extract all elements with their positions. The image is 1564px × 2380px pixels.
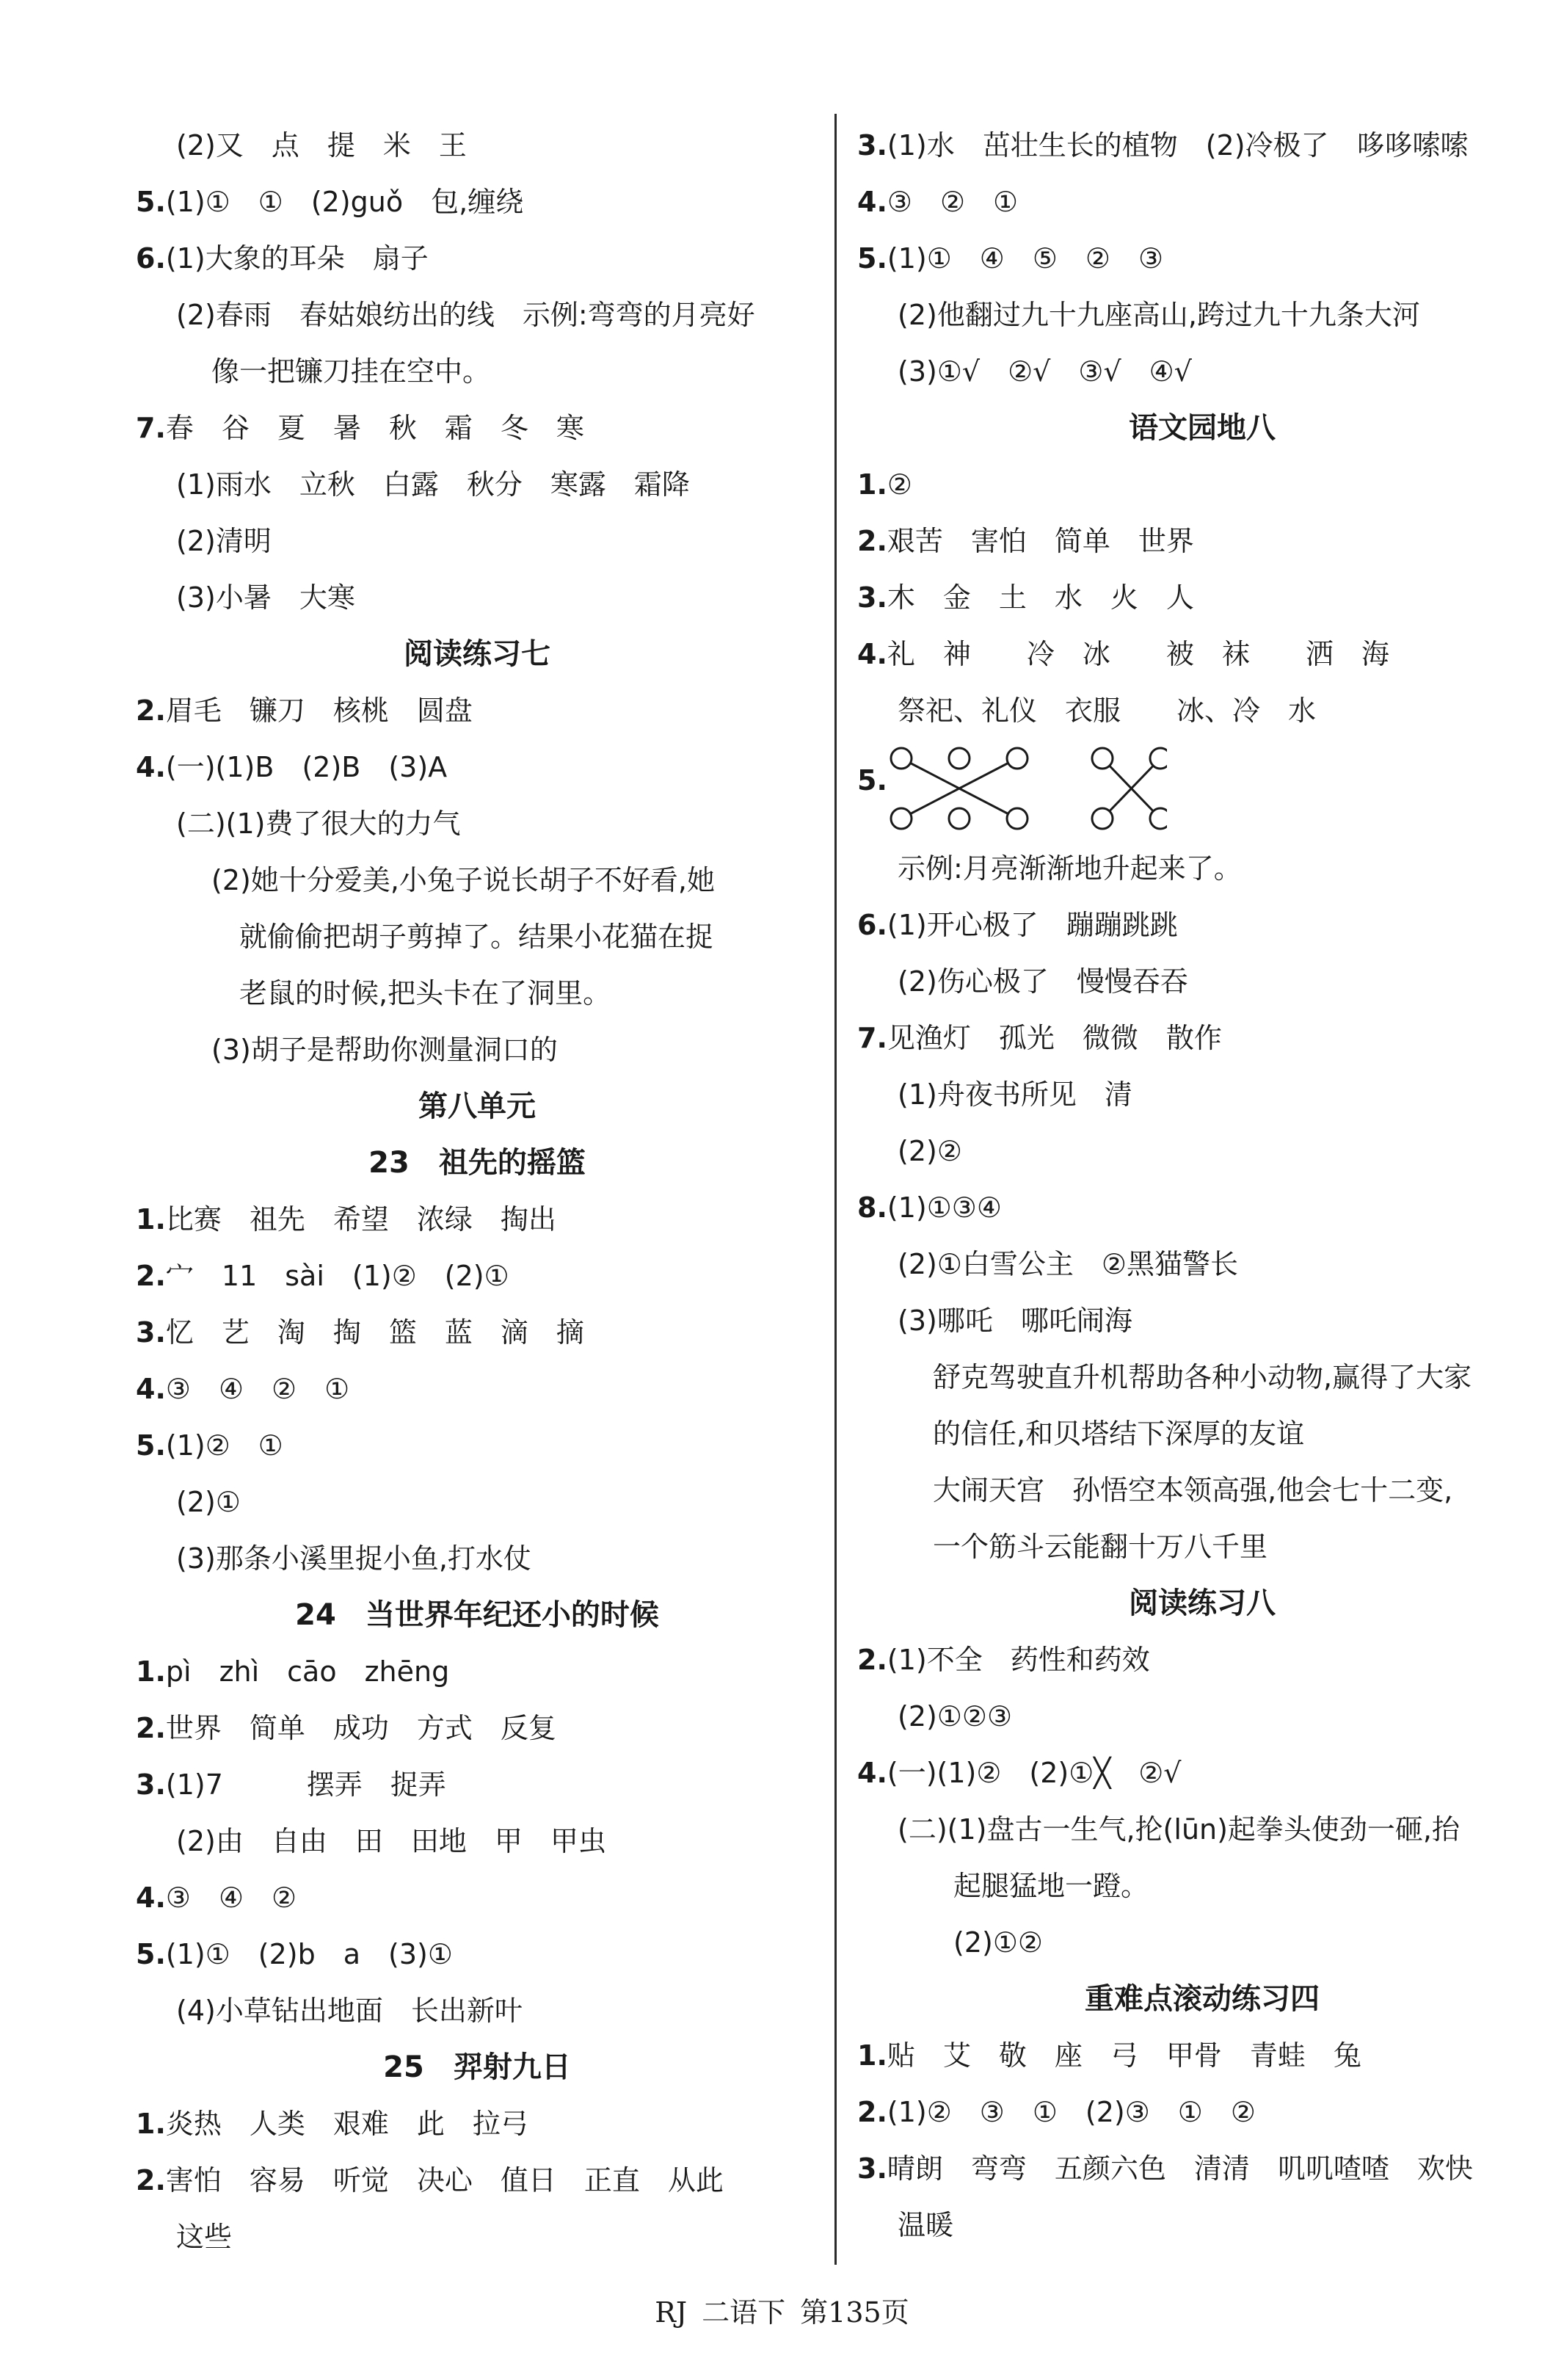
answer-text: (1)② ③ ① (2)③ ① ②: [887, 2096, 1256, 2128]
answer-text: (2)春雨 春姑娘纺出的线 示例:弯弯的月亮好: [176, 299, 755, 331]
answer-text: (一)(1)B (2)B (3)A: [165, 751, 448, 783]
answer-text: (2)②: [898, 1135, 962, 1167]
answer-line: [857, 1349, 1547, 1406]
question-number: 2.: [857, 1644, 887, 1676]
answer-line: [857, 570, 1547, 626]
question-number: 3.: [857, 2152, 887, 2185]
matching-circle: [891, 748, 912, 769]
matching-circle: [949, 748, 970, 769]
answer-text: (2)①: [176, 1486, 241, 1518]
answer-line: [136, 117, 818, 174]
answer-text: pì zhì cāo zhēng: [165, 1655, 450, 1688]
question-number: 1.: [857, 468, 887, 501]
answer-line: [136, 852, 818, 909]
answer-text: 木 金 土 水 火 人: [887, 581, 1194, 614]
answer-line: [857, 2028, 1547, 2084]
question-number: 5.: [136, 186, 166, 218]
matching-circle: [1007, 748, 1027, 769]
answer-line: [857, 1123, 1547, 1180]
answer-line: [136, 1531, 818, 1587]
answer-line: [136, 1983, 818, 2039]
answer-text: 眉毛 镰刀 核桃 圆盘: [165, 694, 473, 727]
section-title: 语文园地八: [1129, 411, 1276, 445]
answer-text: (1)①③④: [887, 1191, 1002, 1224]
question-number: 5.: [857, 242, 887, 275]
answer-line: [136, 965, 818, 1022]
question-number: 2.: [136, 1260, 166, 1292]
question-number: 5.: [857, 764, 887, 797]
answer-line: [136, 570, 818, 626]
answer-line: [136, 1757, 818, 1813]
answer-line: [136, 400, 818, 457]
answer-line: [136, 231, 818, 287]
question-number: 6.: [136, 242, 166, 275]
question-number: 3.: [857, 129, 887, 162]
answer-text: (3)①√ ②√ ③√ ④√: [898, 355, 1192, 388]
answer-text: 晴朗 弯弯 五颜六色 清清 叽叽喳喳 欢快: [887, 2152, 1473, 2185]
answer-line: [857, 117, 1547, 174]
answer-line: [136, 1700, 818, 1757]
question-number: 4.: [136, 1373, 166, 1405]
footer-subject: 二语下: [702, 2296, 786, 2329]
question-number: 4.: [857, 638, 887, 670]
answer-line: [136, 1644, 818, 1700]
answer-line: [136, 174, 818, 231]
answer-line: [136, 1813, 818, 1870]
answer-line: [857, 1802, 1547, 1858]
answer-line: [136, 287, 818, 344]
answer-line: [857, 287, 1547, 344]
answer-text: 世界 简单 成功 方式 反复: [165, 1712, 556, 1744]
answer-text: (3)小暑 大寒: [176, 581, 355, 614]
answer-line: [857, 1858, 1547, 1915]
answer-line: [857, 1915, 1547, 1971]
question-number: 1.: [136, 2108, 166, 2140]
question-number: 2.: [136, 2164, 166, 2196]
answer-line: [136, 796, 818, 852]
answer-line: [857, 626, 1547, 683]
answer-text: (1)舟夜书所见 清: [898, 1078, 1132, 1111]
answer-text: ③ ④ ② ①: [165, 1373, 350, 1405]
answer-text: 舒克驾驶直升机帮助各种小动物,赢得了大家: [933, 1361, 1472, 1393]
answer-text: 忆 艺 淘 掏 篮 蓝 滴 摘: [165, 1316, 584, 1349]
answer-text: (1)① ① (2)guǒ 包,缠绕: [165, 186, 524, 218]
answer-text: (4)小草钻出地面 长出新叶: [176, 1995, 523, 2027]
matching-circle: [1092, 808, 1113, 829]
section-title: 第八单元: [418, 1089, 536, 1123]
answer-text: (2)她十分爱美,小兔子说长胡子不好看,她: [211, 864, 715, 896]
answer-text: (3)胡子是帮助你测量洞口的: [211, 1034, 558, 1066]
answer-line: [857, 1010, 1547, 1067]
answer-line: [857, 2084, 1547, 2141]
matching-diagram: [857, 739, 1547, 841]
answer-text: 这些: [176, 2221, 233, 2253]
answer-text: 艰苦 害怕 简单 世界: [887, 525, 1194, 557]
answer-text: (1)开心极了 蹦蹦跳跳: [887, 909, 1178, 941]
answer-text: 大闹天宫 孙悟空本领高强,他会七十二变,: [933, 1474, 1453, 1506]
answer-line: [857, 1632, 1547, 1688]
answer-text: (1)水 茁壮生长的植物 (2)冷极了 哆哆嗦嗦: [887, 129, 1469, 162]
question-number: 8.: [857, 1191, 887, 1224]
answer-text: (1)大象的耳朵 扇子: [165, 242, 429, 275]
answer-text: 见渔灯 孤光 微微 散作: [887, 1022, 1222, 1054]
matching-circle: [1007, 808, 1027, 829]
answer-line: [857, 2141, 1547, 2197]
right-column: [857, 117, 1547, 2254]
answer-line: [857, 1236, 1547, 1293]
answer-line: [136, 1305, 818, 1361]
answer-text: 温暖: [898, 2209, 954, 2241]
answer-text: 示例:月亮渐渐地升起来了。: [898, 852, 1242, 885]
answer-line: [136, 1248, 818, 1305]
answer-text: 炎热 人类 艰难 此 拉弓: [165, 2108, 528, 2140]
section-title: 24 当世界年纪还小的时候: [295, 1598, 659, 1632]
answer-line: [136, 739, 818, 796]
answer-text: (2)伤心极了 慢慢吞吞: [898, 965, 1188, 998]
matching-circle: [1150, 748, 1167, 769]
answer-line: [136, 1361, 818, 1418]
answer-line: [857, 841, 1547, 897]
answer-line: [857, 231, 1547, 287]
question-number: 4.: [136, 1882, 166, 1914]
answer-text: 像一把镰刀挂在空中。: [211, 355, 491, 388]
section-title: 阅读练习七: [404, 637, 550, 671]
answer-line: [857, 513, 1547, 570]
answer-text: 礼 神 冷 冰 被 袜 洒 海: [887, 638, 1389, 670]
matching-circle: [891, 808, 912, 829]
answer-line: [136, 1474, 818, 1531]
question-number: 1.: [136, 1655, 166, 1688]
answer-text: (2)他翻过九十九座高山,跨过九十九条大河: [898, 299, 1420, 331]
answer-text: 一个筋斗云能翻十万八千里: [933, 1531, 1268, 1563]
answer-text: (2)①白雪公主 ②黑猫警长: [898, 1248, 1238, 1280]
answer-text: 贴 艾 敬 座 弓 甲骨 青蛙 兔: [887, 2039, 1361, 2072]
answer-line: [857, 1688, 1547, 1745]
answer-line: [857, 344, 1547, 400]
answer-line: [857, 1406, 1547, 1462]
answer-text: (2)①②: [898, 1926, 1043, 1959]
answer-line: [857, 1462, 1547, 1519]
answer-text: (2)清明: [176, 525, 272, 557]
answer-text: (1)② ①: [165, 1429, 283, 1462]
left-column: [136, 117, 818, 2265]
answer-line: [136, 2096, 818, 2152]
question-number: 4.: [857, 186, 887, 218]
question-number: 7.: [857, 1022, 887, 1054]
answer-line: [136, 513, 818, 570]
answer-line: [136, 909, 818, 965]
answer-text: ②: [887, 468, 912, 501]
question-number: 2.: [857, 2096, 887, 2128]
question-number: 5.: [136, 1938, 166, 1970]
answer-text: 的信任,和贝塔结下深厚的友谊: [933, 1418, 1305, 1450]
answer-line: [136, 683, 818, 739]
question-number: 4.: [136, 751, 166, 783]
answer-line: [136, 457, 818, 513]
answer-text: 害怕 容易 听觉 决心 值日 正直 从此: [165, 2164, 724, 2196]
answer-text: 比赛 祖先 希望 浓绿 掏出: [165, 1203, 556, 1236]
question-number: 6.: [857, 909, 887, 941]
question-number: 2.: [136, 1712, 166, 1744]
answer-text: (一)(1)② (2)①╳ ②√: [887, 1757, 1182, 1789]
answer-line: [857, 457, 1547, 513]
answer-text: (1)① ④ ⑤ ② ③: [887, 242, 1164, 275]
answer-text: (1)7 摆弄 捉弄: [165, 1768, 446, 1801]
page-footer: [0, 2290, 1564, 2334]
answer-text: (3)哪吒 哪吒闹海: [898, 1305, 1132, 1337]
section-title: 重难点滚动练习四: [1085, 1982, 1320, 2016]
answer-text: (1)① (2)b a (3)①: [165, 1938, 453, 1970]
answer-text: (2)由 自由 田 田地 甲 甲虫: [176, 1825, 606, 1857]
section-title: 25 羿射九日: [383, 2050, 571, 2084]
answer-line: [857, 1180, 1547, 1236]
matching-circle: [949, 808, 970, 829]
answer-text: (2)又 点 提 米 王: [176, 129, 467, 162]
footer-code: RJ: [655, 2296, 688, 2329]
matching-lines-figure: [888, 745, 1167, 833]
answer-text: 就偷偷把胡子剪掉了。结果小花猫在捉: [211, 921, 714, 953]
answer-text: (2)①②③: [898, 1700, 1013, 1733]
answer-line: [136, 2152, 818, 2209]
answer-line: [857, 897, 1547, 954]
question-number: 3.: [136, 1768, 166, 1801]
question-number: 1.: [857, 2039, 887, 2072]
footer-page-number: 第135页: [800, 2296, 909, 2329]
answer-line: [136, 1022, 818, 1078]
answer-line: [857, 954, 1547, 1010]
answer-line: [857, 174, 1547, 231]
question-number: 2.: [857, 525, 887, 557]
answer-text: (1)不全 药性和药效: [887, 1644, 1150, 1676]
answer-text: 老鼠的时候,把头卡在了洞里。: [211, 977, 611, 1009]
question-number: 3.: [136, 1316, 166, 1349]
answer-text: 祭祀、礼仪 衣服 冰、冷 水: [898, 694, 1317, 727]
answer-line: [136, 2209, 818, 2265]
question-number: 5.: [136, 1429, 166, 1462]
answer-line: [136, 1418, 818, 1474]
answer-line: [136, 1870, 818, 1926]
answer-text: 春 谷 夏 暑 秋 霜 冬 寒: [165, 412, 584, 444]
answer-text: 起腿猛地一蹬。: [898, 1870, 1149, 1902]
answer-text: (二)(1)盘古一生气,抡(lūn)起拳头使劲一砸,抬: [898, 1813, 1461, 1846]
question-number: 3.: [857, 581, 887, 614]
answer-text: 宀 11 sài (1)② (2)①: [165, 1260, 509, 1292]
answer-line: [857, 1293, 1547, 1349]
section-title: 23 祖先的摇篮: [368, 1146, 586, 1180]
answer-line: [136, 1926, 818, 1983]
question-number: 1.: [136, 1203, 166, 1236]
answer-line: [857, 1519, 1547, 1575]
answer-text: (1)雨水 立秋 白露 秋分 寒露 霜降: [176, 468, 690, 501]
answer-text: ③ ② ①: [887, 186, 1019, 218]
answer-text: (二)(1)费了很大的力气: [176, 808, 461, 840]
matching-circle: [1092, 748, 1113, 769]
question-number: 2.: [136, 694, 166, 727]
section-title: 阅读练习八: [1129, 1586, 1276, 1620]
matching-circle: [1150, 808, 1167, 829]
answer-line: [136, 1191, 818, 1248]
answer-text: ③ ④ ②: [165, 1882, 297, 1914]
column-divider: [834, 114, 837, 2265]
answer-line: [857, 683, 1547, 739]
answer-line: [857, 2197, 1547, 2254]
answer-line: [857, 1067, 1547, 1123]
answer-line: [136, 344, 818, 400]
question-number: 7.: [136, 412, 166, 444]
answer-text: (3)那条小溪里捉小鱼,打水仗: [176, 1542, 531, 1575]
answer-line: [857, 1745, 1547, 1802]
question-number: 4.: [857, 1757, 887, 1789]
